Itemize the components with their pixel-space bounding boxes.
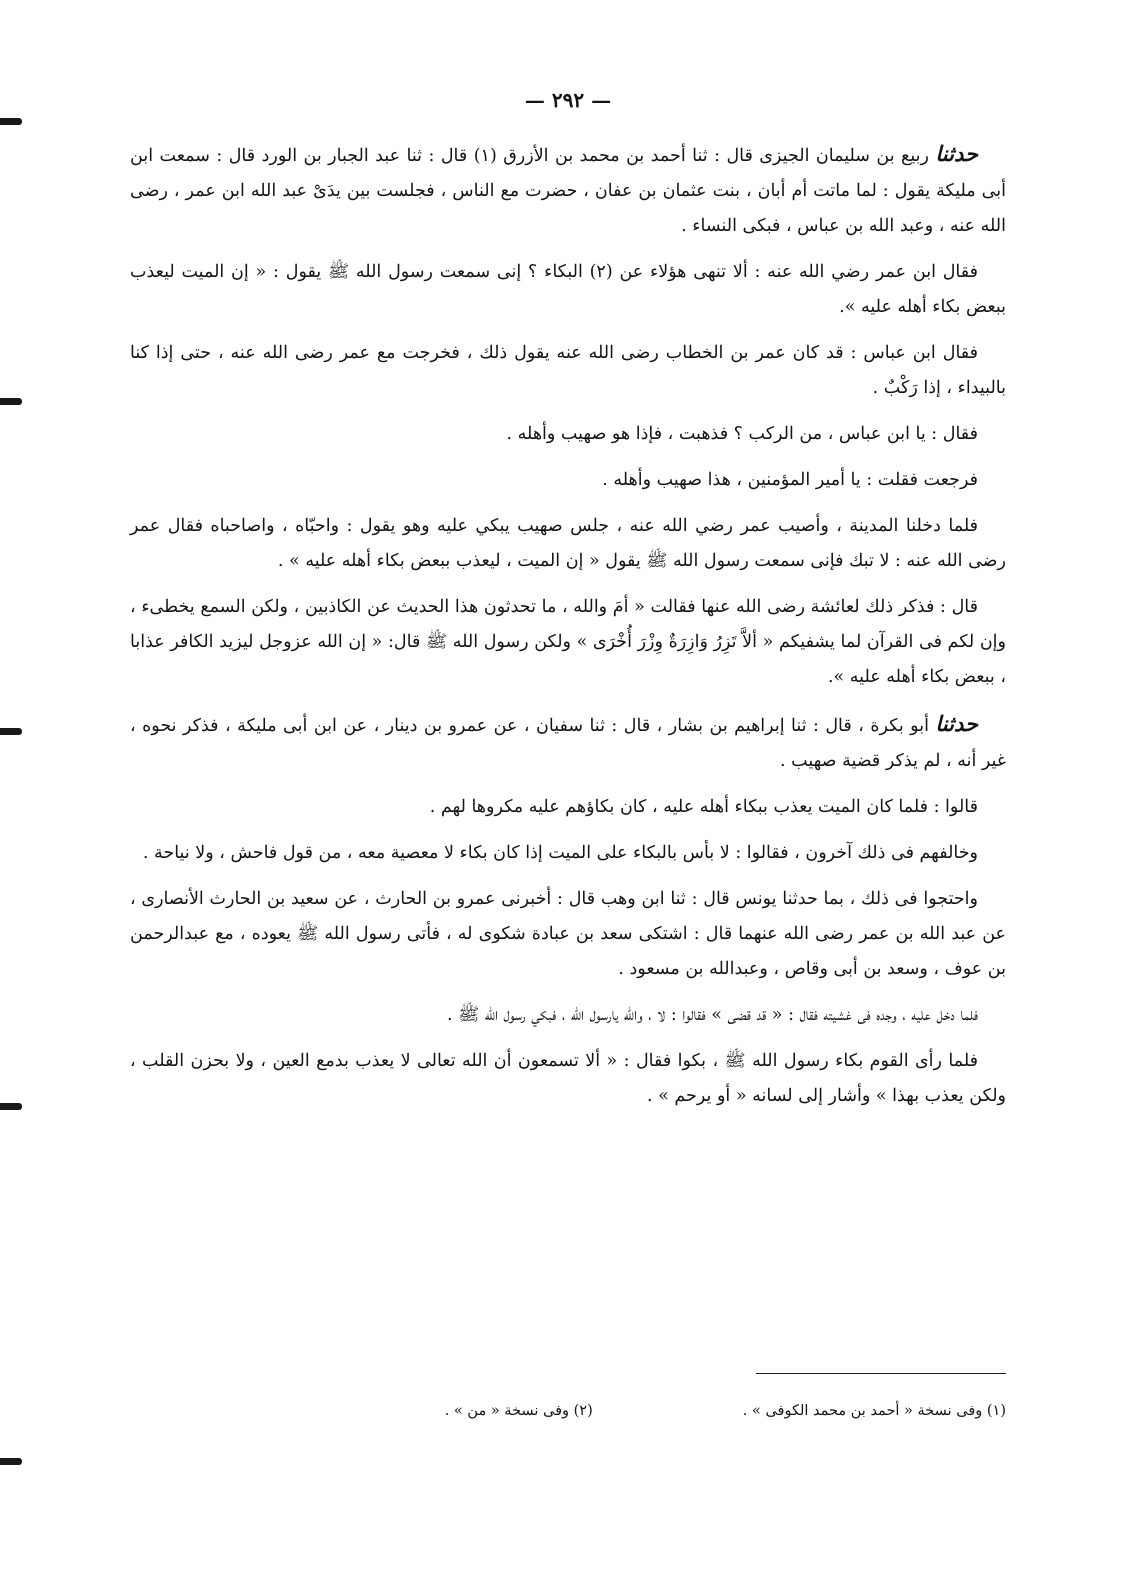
- paragraph: [130, 417, 1006, 452]
- paragraph-text: ربيع بن سليمان الجيزى قال : ثنا أحمد بن محمد بن الأزرق (١) قال : ثنا عبد الجبار بن الورد قال : سمعت ابن أبى مليكة يقول : لما ماتت أم أبان ، بنت عثمان بن عفان ، حضرت مع الناس ، فجلست بين يدَىْ عبد الله ابن عمر ، رضى الله عنه ، وعبد الله بن عباس ، فبكى النساء .: [130, 146, 1006, 236]
- paragraph-text: واحتجوا فى ذلك ، بما حدثنا يونس قال : ثنا ابن وهب قال : أخبرنى عمرو بن الحارث ، عن سعيد بن الحارث الأنصارى ، عن عبد الله بن عمر رضى الله عنهما قال : اشتكى سعد بن عبادة شكوى له ، فأتى رسول الله ﷺ يعوده ، مع عبدالرحمن بن عوف ، وسعد بن أبى وقاص ، وعبدالله بن مسعود .: [130, 889, 1006, 979]
- paragraph-text: فرجعت فقلت : يا أمير المؤمنين ، هذا صهيب وأهله .: [602, 470, 978, 490]
- footnote-divider: [756, 1373, 1006, 1374]
- footnote-2: (٢) وفى نسخة « من » .: [444, 1403, 593, 1419]
- scan-edge-mark: [0, 728, 22, 735]
- paragraph: [130, 998, 1006, 1033]
- lead-word: حدثنا: [935, 711, 978, 736]
- scan-edge-mark: [0, 118, 22, 125]
- paragraph-text: قالوا : فلما كان الميت يعذب ببكاء أهله عليه ، كان بكاؤهم عليه مكروها لهم .: [429, 797, 978, 817]
- paragraph-text: فلما رأى القوم بكاء رسول الله ﷺ ، بكوا فقال : « ألا تسمعون أن الله تعالى لا يعذب بدمع العين ، ولا بحزن القلب ، ولكن يعذب بهذا » وأشار إلى لسانه « أو يرحم » .: [130, 1051, 1006, 1106]
- paragraph-text: وخالفهم فى ذلك آخرون ، فقالوا : لا بأس بالبكاء على الميت إذا كان بكاء لا معصية معه ، من قول فاحش ، ولا نياحة .: [142, 843, 978, 863]
- paragraph: [130, 706, 1006, 779]
- paragraph: [130, 1044, 1006, 1114]
- document-page: [130, 88, 1006, 1419]
- paragraph: [130, 463, 1006, 498]
- paragraph: [130, 590, 1006, 695]
- paragraph-text: فقال : يا ابن عباس ، من الركب ؟ فذهبت ، فإذا هو صهيب وأهله .: [506, 424, 978, 444]
- paragraph: [130, 836, 1006, 871]
- paragraph-text: فلما دخلنا المدينة ، وأصيب عمر رضي الله عنه ، جلس صهيب يبكي عليه وهو يقول : واحبّاه ، واصاحباه فقال عمر رضى الله عنه : لا تبك فإنى سمعت رسول الله ﷺ يقول « إن الميت ، ليعذب ببعض بكاء أهله عليه » .: [130, 516, 1006, 571]
- paragraph-text: أبو بكرة ، قال : ثنا إبراهيم بن بشار ، قال : ثنا سفيان ، عن عمرو بن دينار ، عن ابن أبى مليكة ، فذكر نحوه ، غير أنه ، لم يذكر قضية صهيب .: [130, 716, 1006, 771]
- paragraph-text: فقال ابن عباس : قد كان عمر بن الخطاب رضى الله عنه يقول ذلك ، فخرجت مع عمر رضى الله عنه ، حتى إذا كنا بالبيداء ، إذا رَكْبٌ .: [130, 343, 1006, 398]
- scan-edge-mark: [0, 1458, 22, 1465]
- footnote-1: (١) وفى نسخة « أحمد بن محمد الكوفى » .: [742, 1403, 1006, 1419]
- paragraph-text: فلما دخل عليه ، وجده فى غشيته فقال : « قد قضى » فقالوا : لا ، والله يارسول الله ، فبكي رسول الله ﷺ .: [446, 1005, 978, 1025]
- scan-edge-mark: [0, 398, 22, 405]
- paragraph: [130, 136, 1006, 244]
- paragraph-text: قال : فذكر ذلك لعائشة رضى الله عنها فقالت « أمَ والله ، ما تحدثون هذا الحديث عن الكاذبين ، ولكن السمع يخطىء ، وإن لكم فى القرآن لما يشفيكم « ألاَّ تَزِرُ وَازِرَةٌ وِزْرَ أُخْرَى » ولكن رسول الله ﷺ قال: « إن الله عزوجل ليزيد الكافر عذابا ، ببعض بكاء أهله عليه ».: [130, 597, 1006, 687]
- footnotes: [130, 1400, 1006, 1422]
- lead-word: حدثنا: [935, 141, 978, 166]
- page-number: — ٢٩٢ —: [524, 88, 612, 112]
- paragraph: [130, 509, 1006, 579]
- paragraph: [130, 336, 1006, 406]
- paragraph: [130, 255, 1006, 325]
- paragraph: [130, 790, 1006, 825]
- paragraph: [130, 882, 1006, 987]
- body-text: [130, 136, 1006, 1114]
- paragraph-text: فقال ابن عمر رضي الله عنه : ألا تنهى هؤلاء عن (٢) البكاء ؟ إنى سمعت رسول الله ﷺ يقول : « إن الميت ليعذب ببعض بكاء أهله عليه ».: [130, 262, 1006, 317]
- scan-edge-mark: [0, 1103, 22, 1110]
